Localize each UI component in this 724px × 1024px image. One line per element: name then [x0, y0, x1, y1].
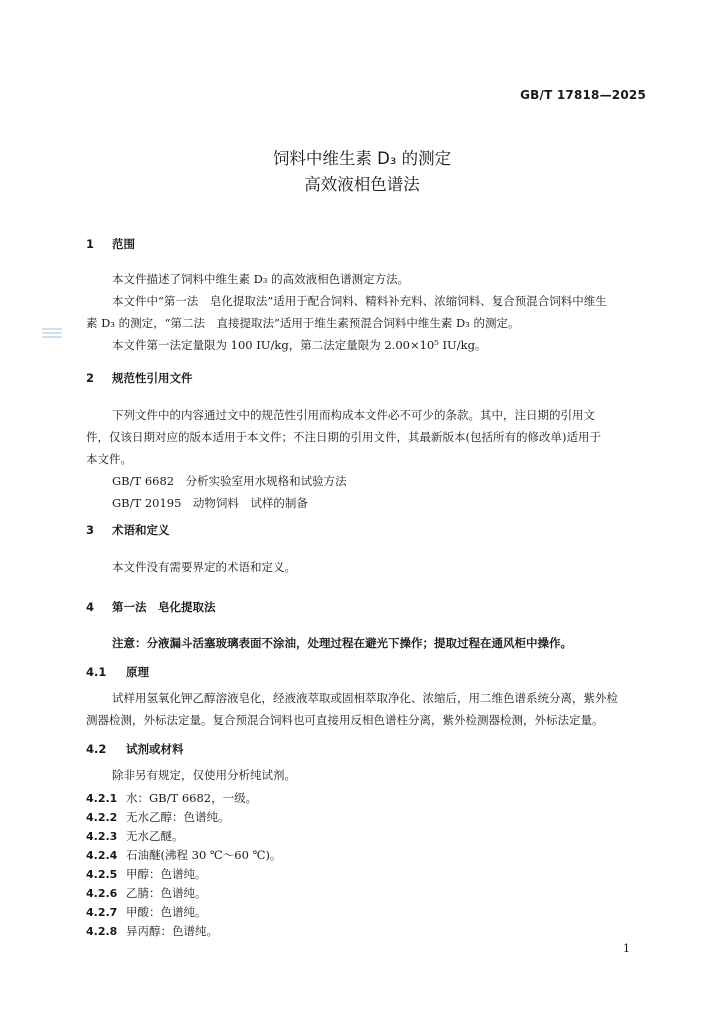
section-1-para-3: 本文件第一法定量限为 100 IU/kg，第二法定量限为 2.00×10⁵ IU/kg。 [112, 338, 487, 352]
list-item: 4.2.6 乙腈：色谱纯。 [86, 886, 207, 900]
list-item: 4.2.3 无水乙醚。 [86, 829, 184, 843]
section-1-para-1: 本文件描述了饲料中维生素 D₃ 的高效液相色谱测定方法。 [112, 272, 410, 286]
list-item: 4.2.8 异丙醇：色谱纯。 [86, 924, 218, 938]
section-4-1-para-b: 测器检测，外标法定量。复合预混合饲料也可直接用反相色谱柱分离，紫外检测器检测，外标法定量。 [86, 713, 604, 727]
reference-gbt-20195: GB/T 20195 动物饲料 试样的制备 [112, 496, 308, 510]
list-item: 4.2.5 甲醇：色谱纯。 [86, 867, 207, 881]
section-4-1-heading: 4.1 原理 [86, 665, 149, 679]
section-2-heading: 2 规范性引用文件 [86, 371, 193, 385]
section-1-para-2b: 素 D₃ 的测定，“第二法 直接提取法”适用于维生素预混合饲料中维生素 D₃ 的测定。 [86, 316, 520, 330]
standard-code: GB/T 17818—2025 [520, 88, 646, 102]
section-1-para-2a: 本文件中“第一法 皂化提取法”适用于配合饲料、精料补充料、浓缩饲料、复合预混合饲料中维生 [112, 294, 607, 308]
list-item: 4.2.4 石油醚(沸程 30 ℃～60 ℃)。 [86, 848, 282, 862]
page-number: 1 [623, 942, 630, 955]
list-item: 4.2.7 甲酸：色谱纯。 [86, 905, 207, 919]
section-4-heading: 4 第一法 皂化提取法 [86, 600, 216, 614]
section-1-heading: 1 范围 [86, 237, 135, 251]
section-4-note: 注意：分液漏斗活塞玻璃表面不涂油，处理过程在避光下操作；提取过程在通风柜中操作。 [112, 636, 572, 650]
list-item: 4.2.1 水：GB/T 6682，一级。 [86, 791, 258, 805]
section-4-2-para-1: 除非另有规定，仅使用分析纯试剂。 [112, 768, 296, 782]
section-3-heading: 3 术语和定义 [86, 523, 170, 537]
margin-mark-icon [42, 328, 62, 342]
section-3-para-1: 本文件没有需要界定的术语和定义。 [112, 560, 296, 574]
document-subtitle: 高效液相色谱法 [304, 175, 420, 194]
section-2-para-1c: 本文件。 [86, 452, 132, 466]
section-4-2-heading: 4.2 试剂或材料 [86, 742, 184, 756]
reference-gbt-6682: GB/T 6682 分析实验室用水规格和试验方法 [112, 474, 347, 488]
list-item: 4.2.2 无水乙醇：色谱纯。 [86, 810, 230, 824]
section-4-1-para-a: 试样用氢氧化钾乙醇溶液皂化，经液液萃取或固相萃取净化、浓缩后，用二维色谱系统分离，紫外检 [112, 691, 618, 705]
section-2-para-1a: 下列文件中的内容通过文中的规范性引用而构成本文件必不可少的条款。其中，注日期的引用文 [112, 408, 595, 422]
document-title: 饲料中维生素 D₃ 的测定 [272, 149, 452, 168]
section-2-para-1b: 件，仅该日期对应的版本适用于本文件；不注日期的引用文件，其最新版本(包括所有的修改单)适用于 [86, 430, 601, 444]
